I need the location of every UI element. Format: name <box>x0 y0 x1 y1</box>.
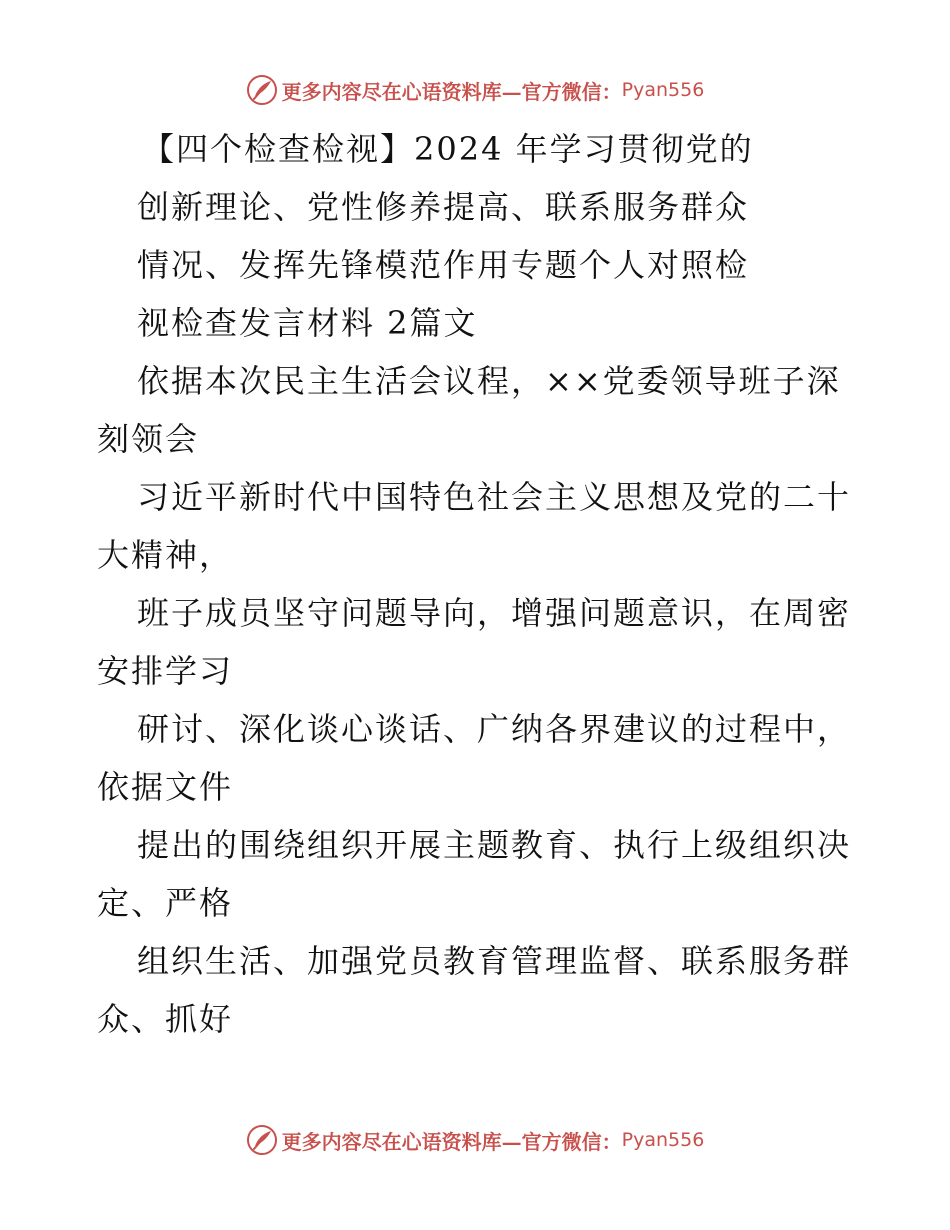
paragraph-line: 组织生活、加强党员教育管理监督、联系服务群 <box>137 942 852 980</box>
banner-slogan: 更多内容尽在心语资料库—官方微信： <box>281 1129 622 1154</box>
paragraph-line: 安排学习 <box>97 652 234 690</box>
banner-wechat-id: Pyan556 <box>621 79 705 101</box>
title-line: 创新理论、党性修养提高、联系服务群众 <box>137 188 750 226</box>
paragraph <box>97 468 857 584</box>
feather-pen-icon <box>246 1124 278 1156</box>
title-line: 【四个检查检视】2024 年学习贯彻党的 <box>142 130 754 168</box>
paragraph <box>97 700 857 816</box>
paragraph <box>97 352 857 468</box>
header-banner[interactable] <box>0 70 950 110</box>
document-body <box>97 352 857 1048</box>
paragraph-line: 班子成员坚守问题导向，增强问题意识，在周密 <box>137 594 852 632</box>
paragraph-line: 提出的围绕组织开展主题教育、执行上级组织决 <box>137 826 852 864</box>
banner-wechat-id: Pyan556 <box>621 1129 705 1151</box>
document-title <box>137 120 897 352</box>
footer-banner[interactable] <box>0 1120 950 1160</box>
paragraph-line: 依据本次民主生活会议程，××党委领导班子深 <box>137 362 841 400</box>
paragraph-line: 研讨、深化谈心谈话、广纳各界建议的过程中， <box>137 710 852 748</box>
paragraph-line: 刻领会 <box>97 420 200 458</box>
banner-slogan: 更多内容尽在心语资料库—官方微信： <box>281 79 622 104</box>
feather-pen-icon <box>246 74 278 106</box>
paragraph-line: 定、严格 <box>97 884 234 922</box>
title-line: 情况、发挥先锋模范作用专题个人对照检 <box>137 246 750 284</box>
title-line: 视检查发言材料 2篇文 <box>137 304 478 342</box>
paragraph <box>97 816 857 932</box>
paragraph-line: 大精神， <box>97 536 234 574</box>
paragraph-line: 习近平新时代中国特色社会主义思想及党的二十 <box>137 478 852 516</box>
paragraph-line: 依据文件 <box>97 768 234 806</box>
paragraph-line: 众、抓好 <box>97 1000 234 1038</box>
paragraph <box>97 584 857 700</box>
paragraph <box>97 932 857 1048</box>
